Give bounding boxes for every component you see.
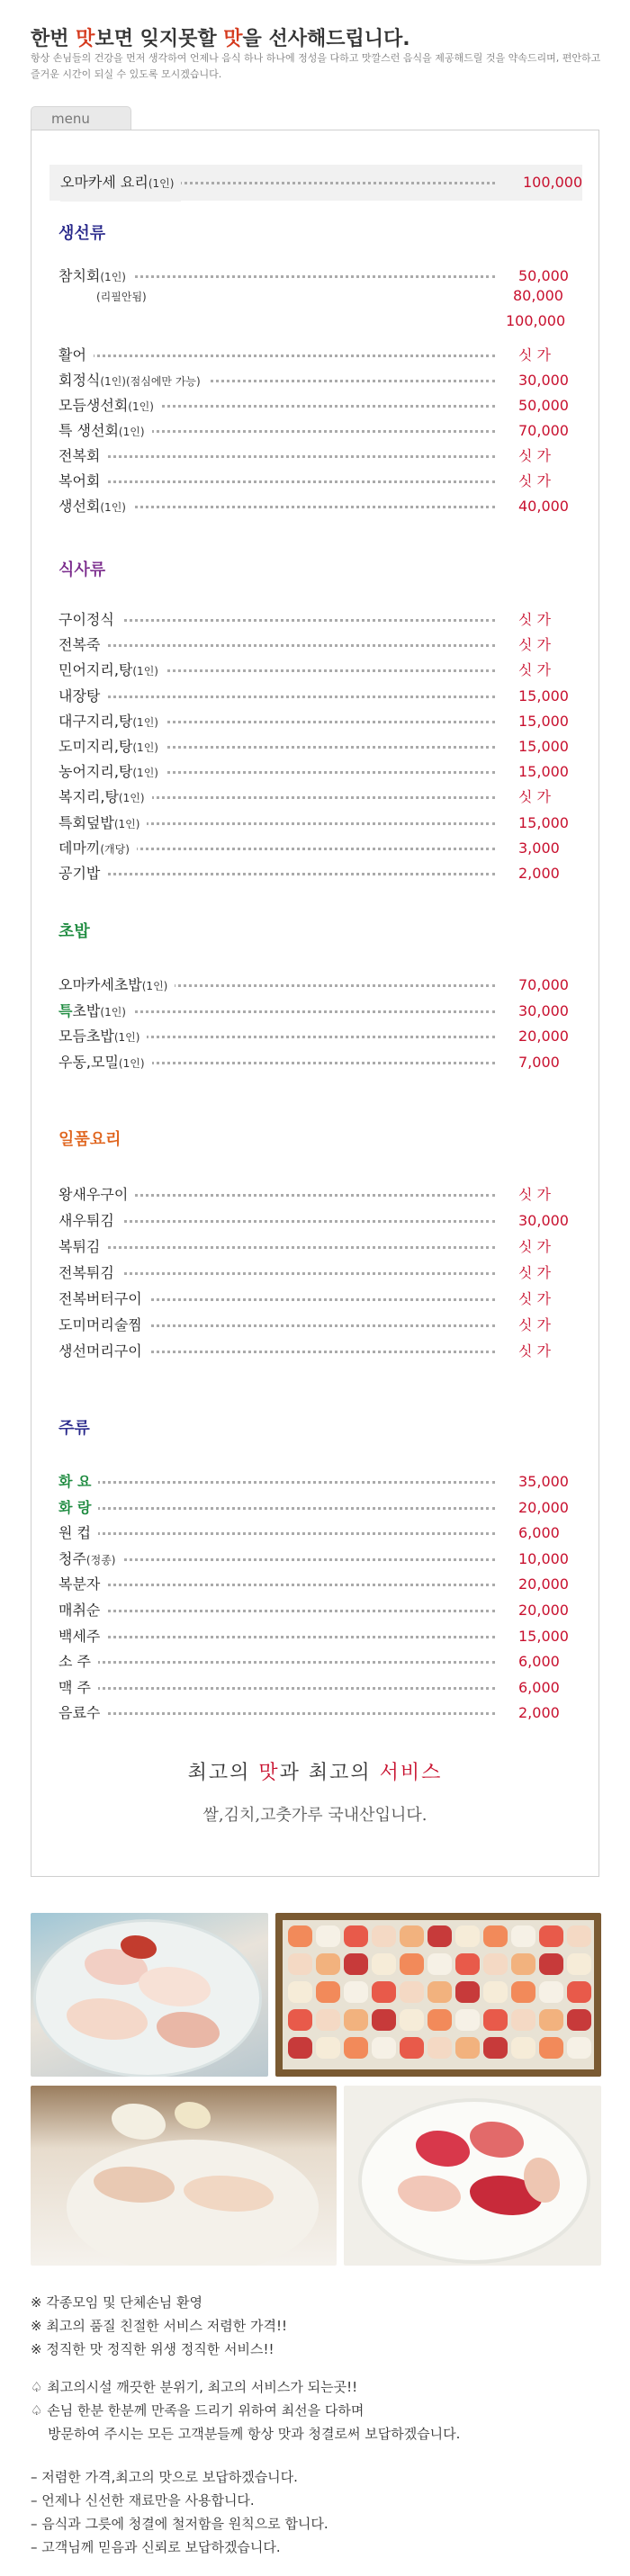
sashimi-photo-3 bbox=[344, 2086, 601, 2266]
sushi-piece bbox=[316, 1953, 340, 1975]
menu-item bbox=[58, 1236, 580, 1258]
item-name: 생선머리구이 bbox=[58, 1341, 149, 1362]
sushi-piece bbox=[539, 1981, 563, 2003]
sushi-piece bbox=[483, 2037, 508, 2059]
sushi-piece bbox=[511, 2037, 536, 2059]
menu-item bbox=[58, 1315, 580, 1336]
item-price: 싯 가 bbox=[513, 1315, 551, 1336]
item-price: 20,000 bbox=[513, 1026, 569, 1047]
leader-dots bbox=[58, 1481, 495, 1484]
leader-dots bbox=[58, 1687, 495, 1690]
item-name: 생선회(1인) bbox=[58, 496, 133, 518]
item-name: 전복회 bbox=[58, 445, 107, 468]
menu-item bbox=[58, 761, 580, 783]
item-price: 6,000 bbox=[513, 1677, 560, 1699]
item-price: 15,000 bbox=[513, 812, 569, 834]
menu-item bbox=[58, 445, 580, 467]
menu-item bbox=[58, 1548, 580, 1570]
menu-board bbox=[31, 130, 599, 1877]
sushi-piece bbox=[511, 2009, 536, 2031]
category-sushi: 초밥 bbox=[58, 922, 90, 941]
menu-item bbox=[58, 1626, 580, 1647]
leader-dots bbox=[58, 455, 495, 458]
leader-dots bbox=[58, 480, 495, 483]
menu-item bbox=[58, 370, 580, 391]
item-price: 20,000 bbox=[513, 1497, 569, 1519]
leader-dots bbox=[58, 1558, 495, 1561]
sushi-piece bbox=[344, 1981, 368, 2003]
note-line: – 고객님께 믿음과 신뢰로 보답하겠습니다. bbox=[31, 2539, 281, 2555]
item-price: 싯 가 bbox=[513, 634, 551, 656]
item-price: 35,000 bbox=[513, 1471, 569, 1493]
sushi-piece bbox=[400, 1925, 424, 1947]
sushi-piece bbox=[428, 1953, 452, 1975]
item-name: 복튀김 bbox=[58, 1236, 107, 1258]
menu-item bbox=[58, 1001, 580, 1022]
leader-dots bbox=[58, 1712, 495, 1715]
sushi-piece bbox=[539, 2037, 563, 2059]
leader-dots bbox=[58, 644, 495, 647]
note-line: – 음식과 그릇에 청결에 철저함을 원칙으로 합니다. bbox=[31, 2516, 328, 2532]
note-line: ♤ 손님 한분 한분께 만족을 드리기 위하여 최선을 다하며 bbox=[31, 2402, 364, 2419]
sashimi-photo-2 bbox=[31, 2086, 337, 2266]
menu-item bbox=[58, 812, 580, 834]
item-name: 활어 bbox=[58, 345, 94, 367]
item-price: 싯 가 bbox=[513, 1341, 551, 1362]
item-price: 싯 가 bbox=[513, 786, 551, 808]
leader-dots bbox=[58, 1220, 495, 1223]
page-title: 한번 맛보면 잊지못할 맛을 선사해드립니다. bbox=[31, 28, 410, 50]
note-line: – 언제나 신선한 재료만을 사용합니다. bbox=[31, 2492, 255, 2509]
item-name: 모듬초밥(1인) bbox=[58, 1026, 147, 1048]
notes-group-c bbox=[31, 2465, 607, 2559]
menu-item bbox=[58, 265, 580, 287]
item-price: 싯 가 bbox=[513, 1262, 551, 1284]
item-price: 2,000 bbox=[513, 863, 560, 884]
leader-dots bbox=[58, 1532, 495, 1535]
menu-item bbox=[58, 838, 580, 859]
item-name: 맥 주 bbox=[58, 1677, 98, 1700]
item-name: 도미머리술찜 bbox=[58, 1315, 149, 1336]
menu-item bbox=[58, 1522, 580, 1544]
sushi-piece bbox=[428, 2037, 452, 2059]
sushi-piece bbox=[455, 1981, 480, 2003]
item-name: 음료수 bbox=[58, 1702, 107, 1725]
item-name: 백세주 bbox=[58, 1626, 107, 1648]
item-price: 70,000 bbox=[513, 974, 569, 996]
item-price: 15,000 bbox=[513, 686, 569, 707]
notes-group-b bbox=[31, 2375, 607, 2446]
item-name: 특회덮밥(1인) bbox=[58, 812, 147, 835]
sushi-piece bbox=[539, 1953, 563, 1975]
leader-dots bbox=[58, 1584, 495, 1586]
tuna-price-3: 100,000 bbox=[506, 312, 566, 329]
menu-item bbox=[58, 786, 580, 808]
sushi-piece bbox=[567, 1953, 591, 1975]
leader-dots bbox=[58, 1610, 495, 1612]
menu-item bbox=[58, 863, 580, 884]
sushi-piece bbox=[344, 1925, 368, 1947]
menu-item bbox=[58, 634, 580, 656]
item-name: 회정식(1인)(점심에만 가능) bbox=[58, 370, 208, 392]
item-name: 원 컵 bbox=[58, 1522, 98, 1545]
sushi-piece bbox=[511, 1925, 536, 1947]
intro-text: 항상 손님들의 건강을 먼저 생각하여 언제나 음식 하나 하나에 정성을 다하고 맛깔스런 음식을 제공해드릴 것을 약속드리며, 편안하고 즐거운 시간이 되실 수 있도록 모시겠습니다. bbox=[31, 52, 601, 80]
note-line: ※ 각종모임 및 단체손님 환영 bbox=[31, 2294, 203, 2311]
item-price: 15,000 bbox=[513, 711, 569, 732]
menu-item bbox=[58, 660, 580, 681]
note-line: 방문하여 주시는 모든 고객분들께 항상 맛과 청결로써 보답하겠습니다. bbox=[31, 2426, 461, 2442]
sushi-piece bbox=[428, 1925, 452, 1947]
sushi-piece bbox=[372, 2009, 396, 2031]
sushi-piece bbox=[316, 1925, 340, 1947]
sushi-piece bbox=[372, 1953, 396, 1975]
category-fish: 생선류 bbox=[58, 224, 106, 243]
sushi-photo bbox=[275, 1913, 601, 2077]
menu-item bbox=[58, 1341, 580, 1362]
item-name: 복어회 bbox=[58, 471, 107, 493]
item-name: 전복튀김 bbox=[58, 1262, 122, 1284]
menu-item bbox=[58, 1471, 580, 1493]
item-price: 70,000 bbox=[513, 420, 569, 442]
sushi-piece bbox=[567, 2037, 591, 2059]
sushi-piece bbox=[288, 1953, 312, 1975]
leader-dots bbox=[58, 619, 495, 622]
sushi-piece bbox=[539, 1925, 563, 1947]
menu-item bbox=[58, 1702, 580, 1724]
item-price: 30,000 bbox=[513, 370, 569, 391]
item-name: 대구지리,탕(1인) bbox=[58, 711, 166, 733]
slogan: 최고의 맛과 최고의 서비스 bbox=[187, 1762, 443, 1784]
menu-item bbox=[58, 395, 580, 417]
menu-item bbox=[58, 1052, 580, 1073]
item-name: 데마끼(개당) bbox=[58, 838, 137, 860]
menu-item bbox=[58, 711, 580, 732]
sushi-piece bbox=[316, 2037, 340, 2059]
note-line: ※ 최고의 품질 친절한 서비스 저렴한 가격!! bbox=[31, 2318, 288, 2334]
menu-tab: menu bbox=[31, 106, 131, 130]
item-price: 30,000 bbox=[513, 1001, 569, 1022]
sushi-piece bbox=[288, 2037, 312, 2059]
menu-item bbox=[58, 496, 580, 517]
sushi-piece bbox=[428, 1981, 452, 2003]
item-price: 2,000 bbox=[513, 1702, 560, 1724]
leader-dots bbox=[58, 1272, 495, 1275]
item-price: 100,000 bbox=[518, 165, 582, 201]
menu-item bbox=[58, 1574, 580, 1595]
sushi-piece bbox=[567, 1981, 591, 2003]
menu-item bbox=[58, 345, 580, 366]
note-line: ※ 정직한 맛 정직한 위생 정직한 서비스!! bbox=[31, 2341, 274, 2357]
sushi-piece bbox=[344, 1953, 368, 1975]
item-price: 10,000 bbox=[513, 1548, 569, 1570]
tuna-price-2: 80,000 bbox=[513, 287, 563, 304]
menu-item bbox=[58, 609, 580, 631]
item-price: 7,000 bbox=[513, 1052, 560, 1073]
item-price: 15,000 bbox=[513, 761, 569, 783]
item-price: 3,000 bbox=[513, 838, 560, 859]
leader-dots bbox=[58, 1661, 495, 1664]
leader-dots bbox=[58, 1636, 495, 1638]
sushi-piece bbox=[288, 2009, 312, 2031]
note-line: ♤ 최고의시설 깨끗한 분위기, 최고의 서비스가 되는곳!! bbox=[31, 2379, 358, 2395]
item-price: 싯 가 bbox=[513, 1184, 551, 1206]
menu-item bbox=[58, 471, 580, 492]
menu-item bbox=[58, 1026, 580, 1047]
item-name: 복분자 bbox=[58, 1574, 107, 1596]
sushi-piece bbox=[455, 1925, 480, 1947]
item-name: 화 요 bbox=[58, 1471, 98, 1494]
category-dishes: 일품요리 bbox=[58, 1130, 122, 1149]
sushi-piece bbox=[400, 1981, 424, 2003]
sushi-piece bbox=[483, 2009, 508, 2031]
menu-item bbox=[58, 1600, 580, 1621]
item-name: 새우튀김 bbox=[58, 1210, 122, 1232]
menu-item bbox=[58, 1497, 580, 1519]
item-price: 싯 가 bbox=[513, 1236, 551, 1258]
item-name: 오마카세초밥(1인) bbox=[58, 974, 175, 997]
item-price: 40,000 bbox=[513, 496, 569, 517]
item-price: 6,000 bbox=[513, 1522, 560, 1544]
sushi-piece bbox=[288, 1925, 312, 1947]
category-meals: 식사류 bbox=[58, 561, 106, 579]
item-name: 소 주 bbox=[58, 1651, 98, 1674]
sushi-piece bbox=[455, 1953, 480, 1975]
item-name: 공기밥 bbox=[58, 863, 107, 885]
menu-item bbox=[58, 736, 580, 758]
item-name: 매취순 bbox=[58, 1600, 107, 1622]
item-name: 왕새우구이 bbox=[58, 1184, 135, 1206]
sushi-piece bbox=[344, 2037, 368, 2059]
tuna-refill-note: (리필안됨) bbox=[96, 291, 147, 303]
item-price: 싯 가 bbox=[513, 609, 551, 631]
item-price: 싯 가 bbox=[513, 1288, 551, 1310]
note-line: – 저렴한 가격,최고의 맛으로 보답하겠습니다. bbox=[31, 2469, 298, 2485]
item-price: 20,000 bbox=[513, 1574, 569, 1595]
sushi-piece bbox=[511, 1953, 536, 1975]
sushi-piece bbox=[400, 1953, 424, 1975]
leader-dots bbox=[58, 873, 495, 875]
menu-item bbox=[58, 686, 580, 707]
sushi-piece bbox=[400, 2009, 424, 2031]
sushi-piece bbox=[567, 2009, 591, 2031]
leader-dots bbox=[58, 355, 495, 357]
item-price: 싯 가 bbox=[513, 471, 551, 492]
menu-item bbox=[58, 420, 580, 442]
menu-item bbox=[58, 1184, 580, 1206]
item-name: 특 생선회(1인) bbox=[58, 420, 152, 443]
item-price: 20,000 bbox=[513, 1600, 569, 1621]
item-price: 50,000 bbox=[513, 395, 569, 417]
item-name: 내장탕 bbox=[58, 686, 107, 708]
sushi-piece bbox=[400, 2037, 424, 2059]
item-name: 민어지리,탕(1인) bbox=[58, 660, 166, 682]
item-name: 오마카세 요리(1인) bbox=[60, 165, 181, 202]
sushi-piece bbox=[372, 2037, 396, 2059]
leader-dots bbox=[58, 696, 495, 698]
notes-group-a bbox=[31, 2291, 607, 2361]
menu-item bbox=[58, 1651, 580, 1673]
origin-notice: 쌀,김치,고춧가루 국내산입니다. bbox=[202, 1806, 428, 1825]
item-name: 전복버터구이 bbox=[58, 1288, 149, 1310]
item-name: 참치회(1인) bbox=[58, 265, 133, 288]
menu-item bbox=[58, 1288, 580, 1310]
item-name: 도미지리,탕(1인) bbox=[58, 736, 166, 758]
menu-item bbox=[58, 1677, 580, 1699]
sushi-piece bbox=[428, 2009, 452, 2031]
sushi-piece bbox=[372, 1981, 396, 2003]
menu-item-omakase bbox=[50, 165, 583, 201]
item-name: 화 랑 bbox=[58, 1497, 98, 1520]
sushi-piece bbox=[344, 2009, 368, 2031]
item-name: 특초밥(1인) bbox=[58, 1001, 133, 1023]
sushi-piece bbox=[483, 1981, 508, 2003]
item-name: 우동,모밀(1인) bbox=[58, 1052, 152, 1074]
sushi-piece bbox=[316, 1981, 340, 2003]
sushi-piece bbox=[372, 1925, 396, 1947]
item-price: 6,000 bbox=[513, 1651, 560, 1673]
leader-dots bbox=[58, 1246, 495, 1249]
category-drinks: 주류 bbox=[58, 1419, 90, 1438]
item-name: 전복죽 bbox=[58, 634, 107, 657]
item-price: 50,000 bbox=[513, 265, 569, 287]
item-price: 30,000 bbox=[513, 1210, 569, 1232]
item-price: 싯 가 bbox=[513, 660, 551, 681]
leader-dots bbox=[58, 1507, 495, 1510]
sushi-piece bbox=[455, 2037, 480, 2059]
menu-item bbox=[58, 974, 580, 996]
sushi-piece bbox=[483, 1953, 508, 1975]
sushi-piece bbox=[483, 1925, 508, 1947]
sushi-piece bbox=[511, 1981, 536, 2003]
sushi-piece bbox=[288, 1981, 312, 2003]
item-name: 모듬생선회(1인) bbox=[58, 395, 161, 417]
item-name: 농어지리,탕(1인) bbox=[58, 761, 166, 784]
menu-item bbox=[58, 1210, 580, 1232]
item-price: 싯 가 bbox=[513, 445, 551, 467]
sashimi-photo-1 bbox=[31, 1913, 268, 2077]
item-name: 복지리,탕(1인) bbox=[58, 786, 152, 809]
item-price: 싯 가 bbox=[513, 345, 551, 366]
item-name: 청주(정종) bbox=[58, 1548, 122, 1571]
item-name: 구이정식 bbox=[58, 609, 122, 632]
menu-item bbox=[58, 1262, 580, 1284]
item-price: 15,000 bbox=[513, 736, 569, 758]
sushi-piece bbox=[567, 1925, 591, 1947]
item-price: 15,000 bbox=[513, 1626, 569, 1647]
sushi-piece bbox=[539, 2009, 563, 2031]
sushi-piece bbox=[455, 2009, 480, 2031]
sushi-piece bbox=[316, 2009, 340, 2031]
